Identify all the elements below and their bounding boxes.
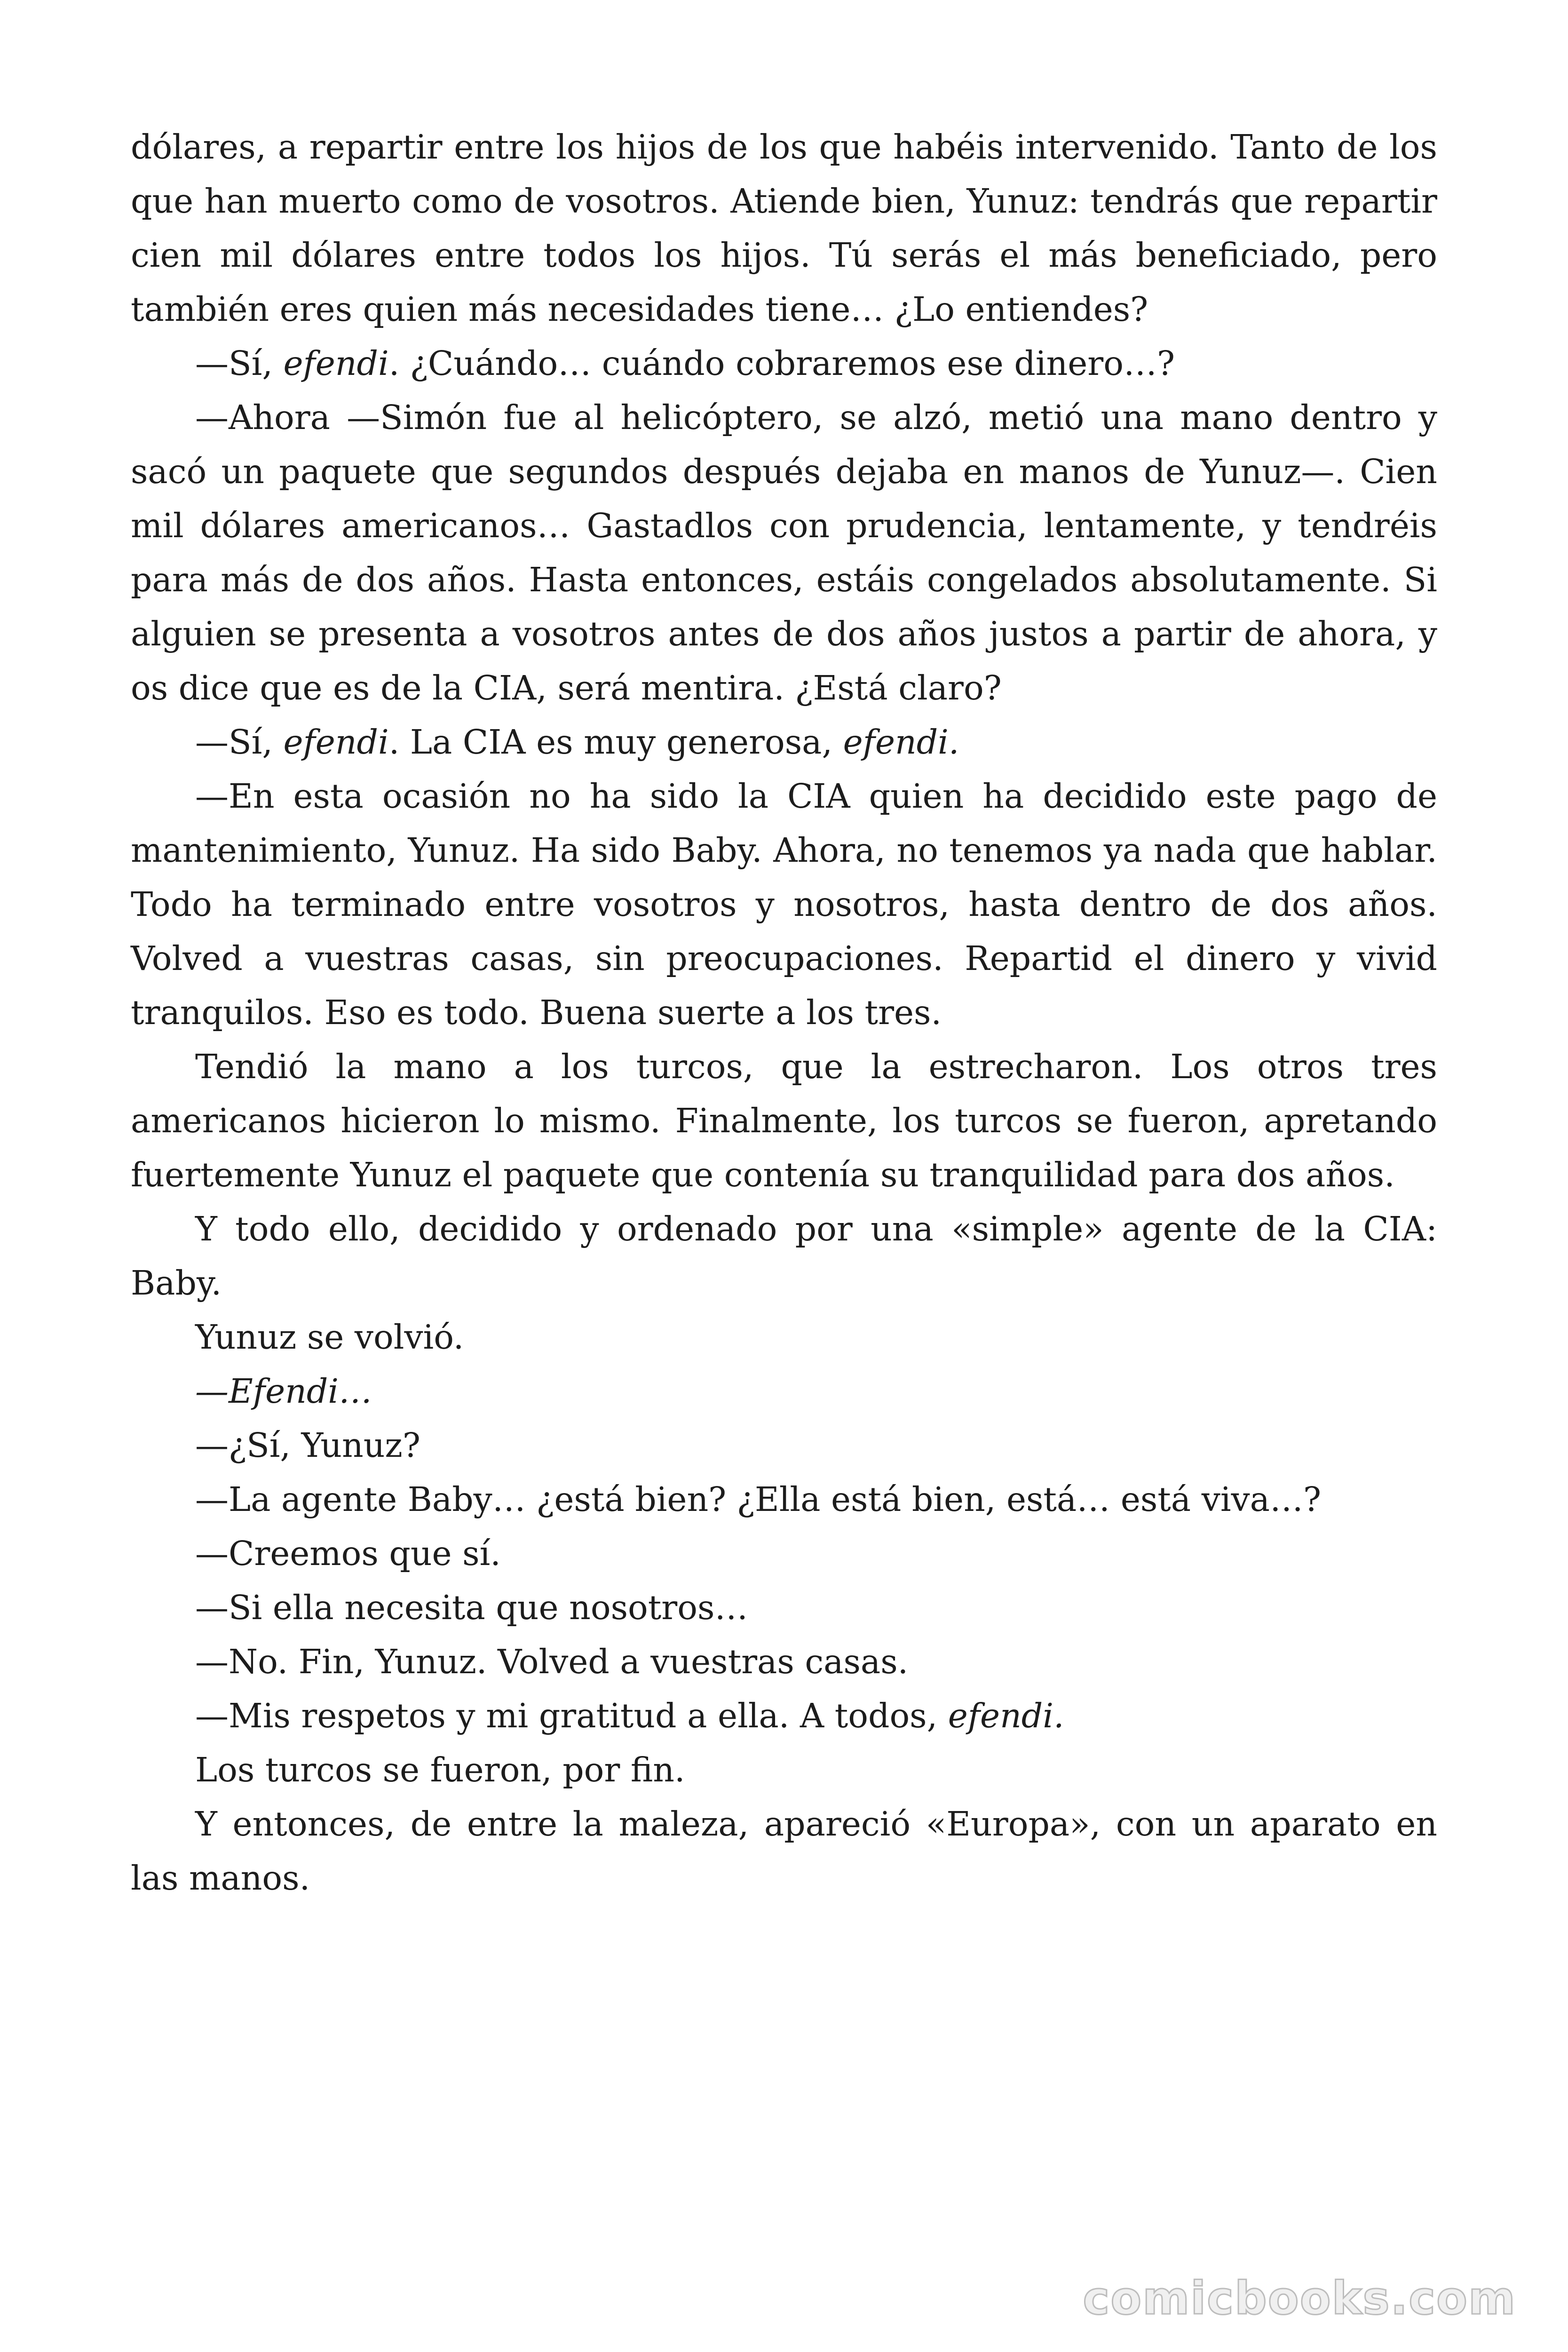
- italic-text-run: efendi: [283, 723, 389, 762]
- text-run: —La agente Baby… ¿está bien? ¿Ella está bien, está… está viva…?: [195, 1480, 1322, 1519]
- paragraph: [131, 1797, 1437, 1905]
- text-run: —En esta ocasión no ha sido la CIA quien ha decidido este pago de mantenimiento, Yunuz. Ha sido Baby. Ahora, no tenemos ya nada que hablar. Todo ha terminado entre vosotros y nosotros, hasta dentro de dos años. Volved a vuestras casas, sin preocupaciones. Repartid el dinero y vivid tranquilos. Eso es todo. Buena suerte a los tres.: [131, 777, 1437, 1032]
- paragraph: [131, 1364, 1437, 1418]
- paragraph: [131, 1581, 1437, 1635]
- text-run: dólares, a repartir entre los hijos de los que habéis intervenido. Tanto de los que han muerto como de vosotros. Atiende bien, Yunuz: tendrás que repartir cien mil dólares entre todos los hijos. Tú serás el más beneficiado, pero también eres quien más necesidades tiene… ¿Lo entiendes?: [131, 127, 1437, 329]
- text-run: —Sí,: [195, 723, 284, 762]
- text-run: . La CIA es muy generosa,: [388, 723, 843, 762]
- paragraph: [131, 120, 1437, 336]
- paragraph: [131, 1526, 1437, 1581]
- text-run: Y entonces, de entre la maleza, apareció «Europa», con un aparato en las manos.: [131, 1804, 1437, 1898]
- italic-text-run: —Efendi…: [195, 1372, 372, 1411]
- watermark: comicbooks.com: [1083, 2272, 1516, 2325]
- paragraph: [131, 1743, 1437, 1797]
- paragraph: [131, 715, 1437, 769]
- body-text: [131, 120, 1437, 1905]
- paragraph: [131, 336, 1437, 390]
- paragraph: [131, 769, 1437, 1040]
- italic-text-run: efendi.: [948, 1696, 1064, 1735]
- text-run: —Creemos que sí.: [195, 1534, 501, 1573]
- text-run: Yunuz se volvió.: [195, 1318, 464, 1357]
- paragraph: [131, 1040, 1437, 1202]
- text-run: —Ahora —Simón fue al helicóptero, se alzó, metió una mano dentro y sacó un paquete que segundos después dejaba en manos de Yunuz—. Cien mil dólares americanos… Gastadlos con prudencia, lentamente, y tendréis para más de dos años. Hasta entonces, estáis congelados absolutamente. Si alguien se presenta a vosotros antes de dos años justos a partir de ahora, y os dice que es de la CIA, será mentira. ¿Está claro?: [131, 398, 1437, 707]
- italic-text-run: efendi.: [843, 723, 959, 762]
- text-run: Tendió la mano a los turcos, que la estrecharon. Los otros tres americanos hicieron lo mismo. Finalmente, los turcos se fueron, apretando fuertemente Yunuz el paquete que contenía su tranquilidad para dos años.: [131, 1047, 1437, 1194]
- paragraph: [131, 1418, 1437, 1472]
- paragraph: [131, 390, 1437, 715]
- text-run: —Si ella necesita que nosotros…: [195, 1588, 748, 1627]
- paragraph: [131, 1689, 1437, 1743]
- text-run: —Mis respetos y mi gratitud a ella. A todos,: [195, 1696, 948, 1735]
- text-run: . ¿Cuándo… cuándo cobraremos ese dinero…?: [388, 344, 1175, 383]
- paragraph: [131, 1310, 1437, 1364]
- text-run: —¿Sí, Yunuz?: [195, 1426, 420, 1465]
- text-run: —No. Fin, Yunuz. Volved a vuestras casas.: [195, 1642, 909, 1681]
- paragraph: [131, 1472, 1437, 1526]
- text-run: Los turcos se fueron, por fin.: [195, 1750, 685, 1789]
- text-run: —Sí,: [195, 344, 284, 383]
- text-run: Y todo ello, decidido y ordenado por una «simple» agente de la CIA: Baby.: [131, 1209, 1437, 1303]
- paragraph: [131, 1635, 1437, 1689]
- paragraph: [131, 1202, 1437, 1310]
- italic-text-run: efendi: [283, 344, 389, 383]
